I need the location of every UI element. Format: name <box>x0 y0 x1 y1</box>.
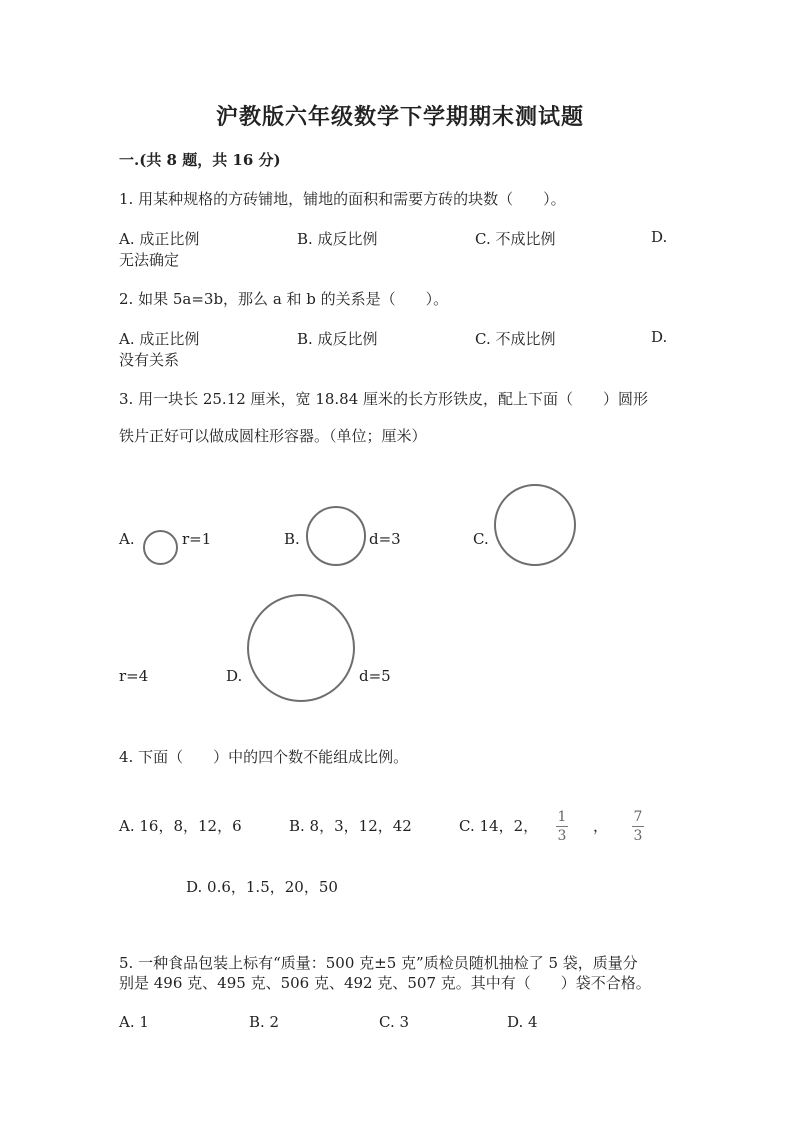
question-4-option-b: B. 8，3，12，42 <box>289 817 412 835</box>
question-3-option-b-label: B. <box>284 530 300 548</box>
question-3-option-c-value: r=4 <box>119 667 149 685</box>
circle-c-figure <box>494 484 576 566</box>
question-3-option-b-value: d=3 <box>369 530 401 548</box>
question-1-option-c: C. 不成比例 <box>475 230 556 248</box>
fraction-2-denominator: 3 <box>633 828 643 844</box>
question-3-option-a-value: r=1 <box>182 530 212 548</box>
section-heading: 一.(共 8 题，共 16 分) <box>119 151 281 169</box>
question-3-stem-line-1: 3. 用一块长 25.12 厘米，宽 18.84 厘米的长方形铁皮，配上下面（ ）圆形 <box>119 390 649 408</box>
circle-d-figure <box>247 594 355 702</box>
fraction-1-denominator: 3 <box>557 828 567 844</box>
question-4-option-c-separator: ， <box>593 817 609 835</box>
question-4-option-d: D. 0.6，1.5，20，50 <box>186 878 338 896</box>
question-1-stem: 1. 用某种规格的方砖铺地，铺地的面积和需要方砖的块数（ ）。 <box>119 190 566 208</box>
question-4-stem: 4. 下面（ ）中的四个数不能组成比例。 <box>119 748 409 766</box>
question-2-option-d-text: 没有关系 <box>119 351 180 369</box>
question-3-option-a-label: A. <box>119 530 135 548</box>
question-5-stem-line-2: 别是 496 克、495 克、506 克、492 克、507 克。其中有（ ）袋不合格。 <box>119 974 651 992</box>
question-4-option-c: C. 14，2， <box>459 817 539 835</box>
question-5-option-d: D. 4 <box>507 1013 538 1031</box>
question-1-option-b: B. 成反比例 <box>297 230 378 248</box>
fraction-seven-thirds <box>632 810 644 843</box>
question-3-option-d-label: D. <box>226 667 243 685</box>
fraction-1-numerator: 1 <box>557 809 567 825</box>
question-2-option-a: A. 成正比例 <box>119 330 200 348</box>
question-5-option-b: B. 2 <box>249 1013 280 1031</box>
question-4-option-a: A. 16，8，12，6 <box>119 817 242 835</box>
fraction-2-numerator: 7 <box>633 809 643 825</box>
page-title: 沪教版六年级数学下学期期末测试题 <box>215 104 584 130</box>
question-1-option-d: D. <box>651 228 668 246</box>
question-2-option-d: D. <box>651 328 668 346</box>
fraction-one-third <box>556 810 568 843</box>
question-2-stem: 2. 如果 5a=3b，那么 a 和 b 的关系是（ ）。 <box>119 290 449 308</box>
question-2-option-b: B. 成反比例 <box>297 330 378 348</box>
question-1-option-a: A. 成正比例 <box>119 230 200 248</box>
question-5-stem-line-1: 5. 一种食品包装上标有“质量：500 克±5 克”质检员随机抽检了 5 袋，质量分 <box>119 954 638 972</box>
circle-a-figure <box>143 530 178 565</box>
circle-b-figure <box>306 506 366 566</box>
question-5-option-a: A. 1 <box>119 1013 149 1031</box>
question-3-option-c-label: C. <box>473 530 489 548</box>
question-2-option-c: C. 不成比例 <box>475 330 556 348</box>
question-3-option-d-value: d=5 <box>359 667 391 685</box>
question-3-stem-line-2: 铁片正好可以做成圆柱形容器。（单位；厘米） <box>119 427 427 445</box>
question-1-option-d-text: 无法确定 <box>119 251 180 269</box>
question-5-option-c: C. 3 <box>379 1013 410 1031</box>
